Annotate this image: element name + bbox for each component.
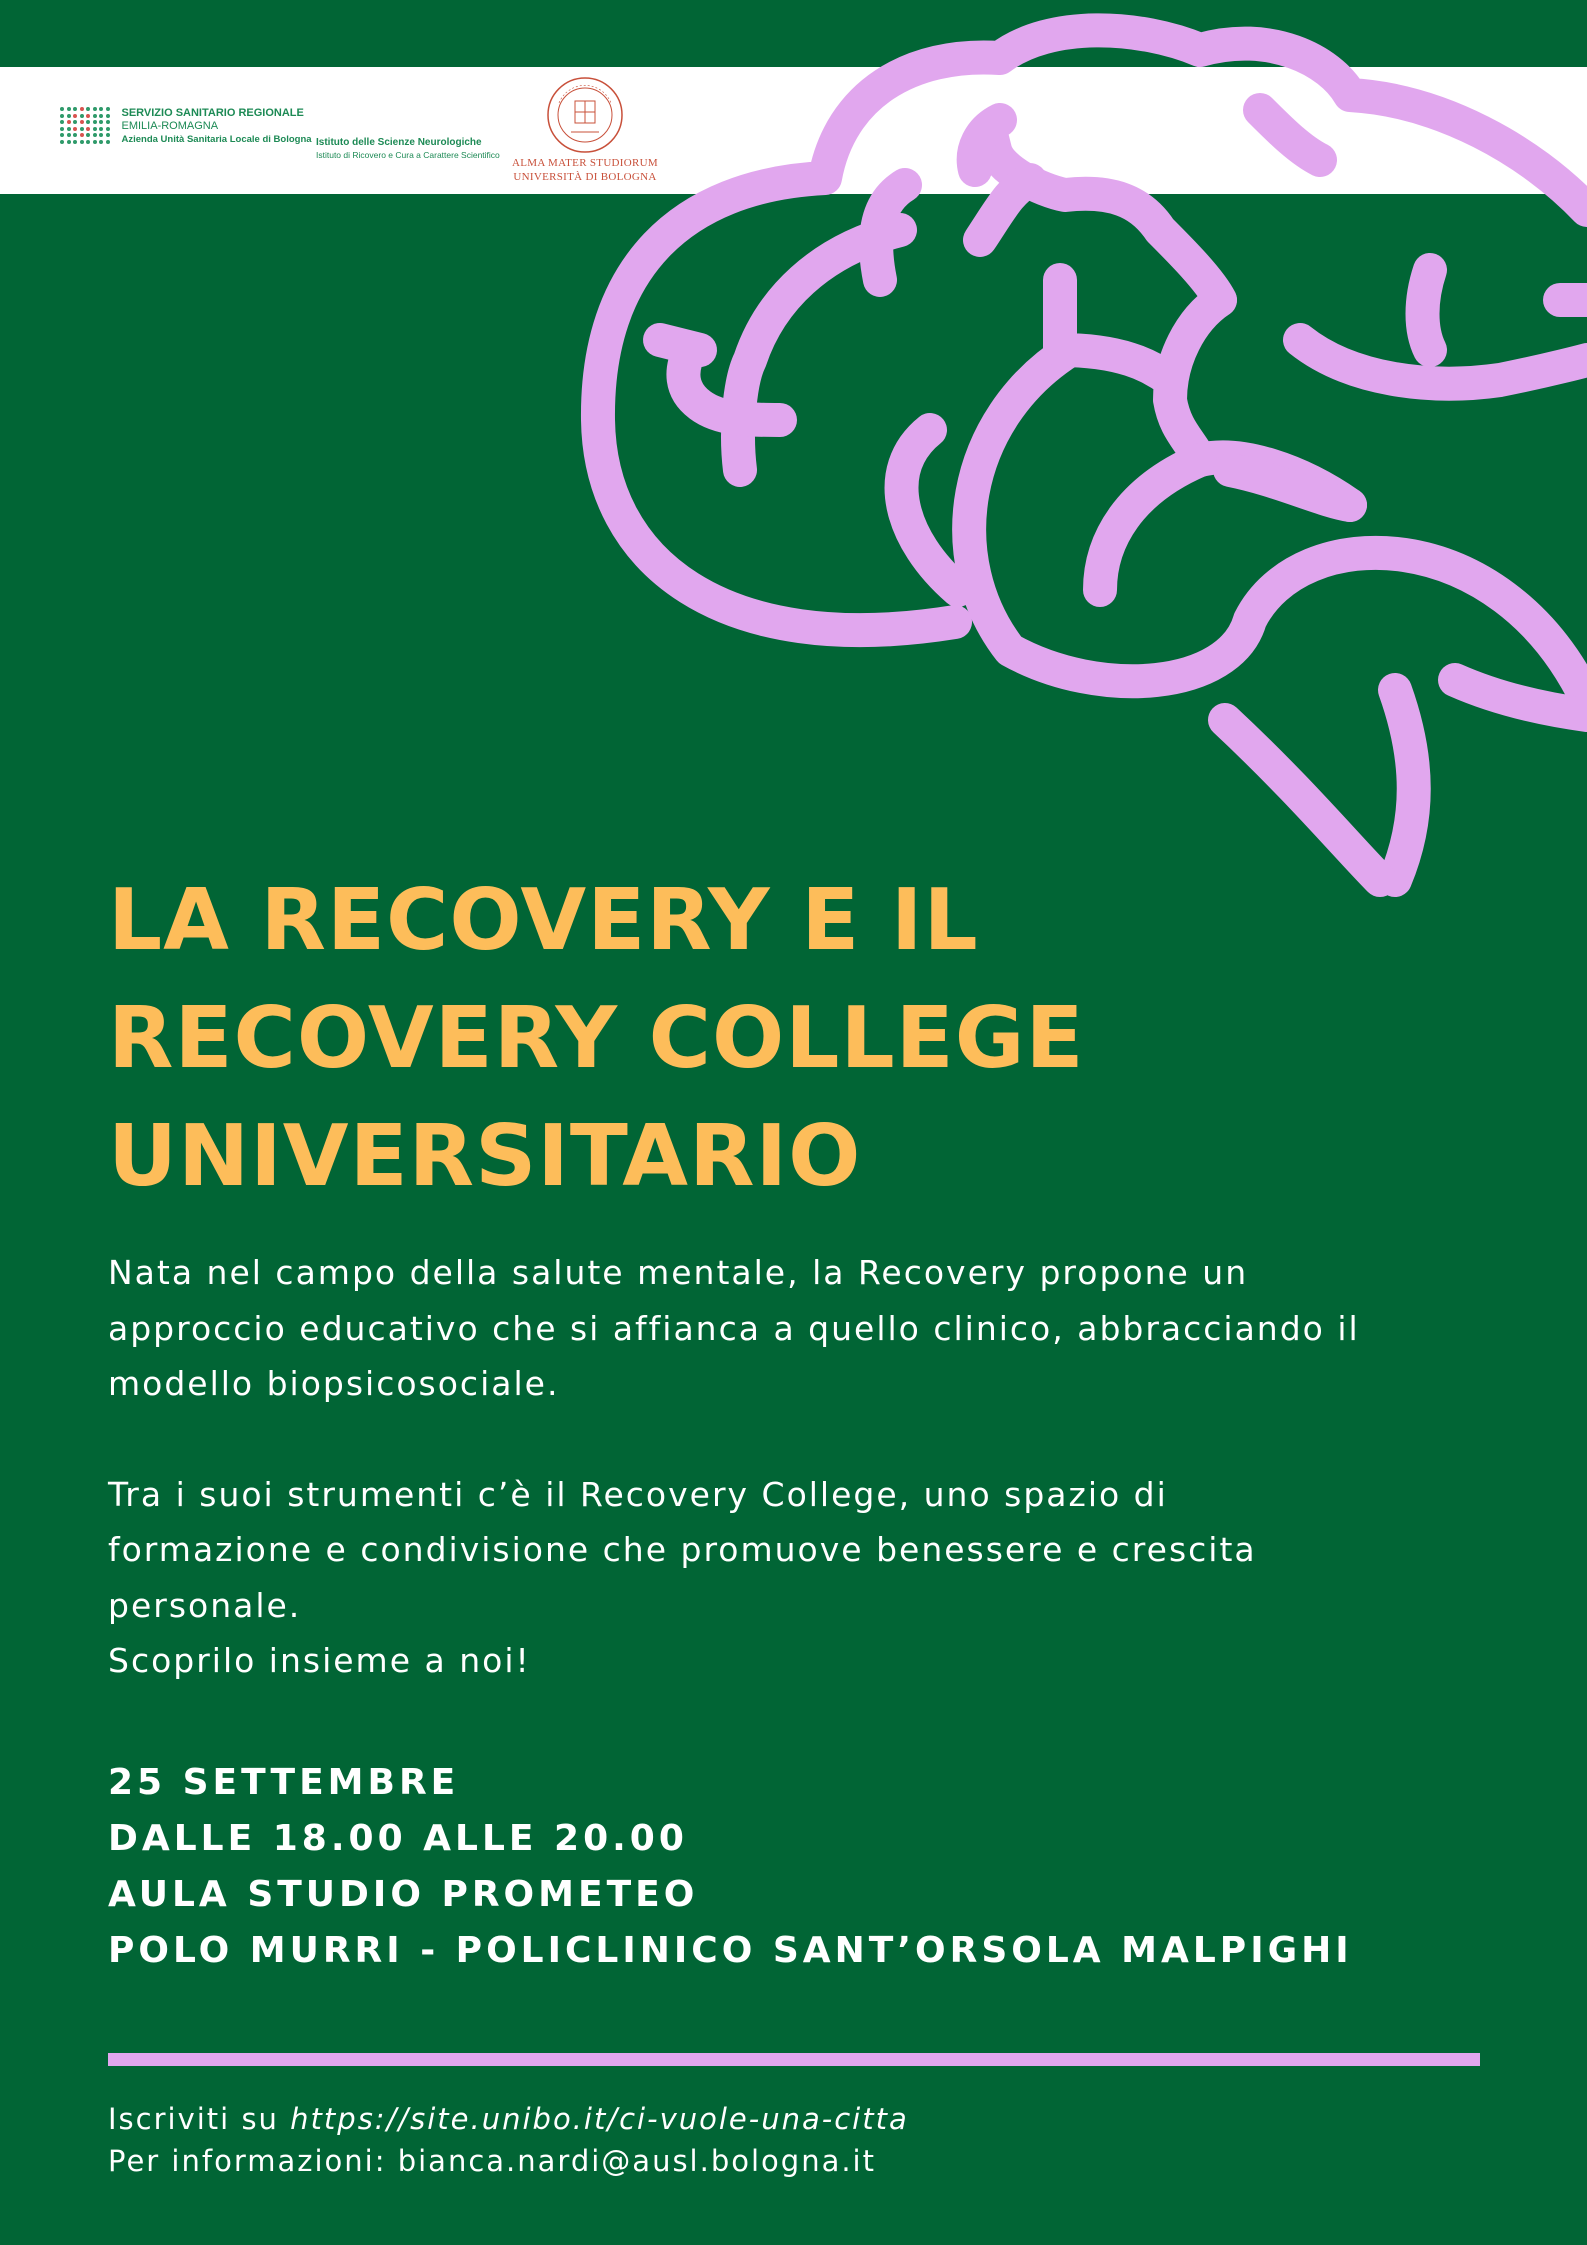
brain-illustration bbox=[0, 0, 1587, 920]
intro-p2-line: formazione e condivisione che promuove benessere e crescita bbox=[108, 1530, 1257, 1569]
event-room: AULA STUDIO PROMETEO bbox=[108, 1874, 699, 1915]
brain-fold-9 bbox=[1170, 300, 1220, 460]
signup-line bbox=[108, 2098, 1528, 2140]
intro-p1-line: Nata nel campo della salute mentale, la Recovery propone un bbox=[108, 1253, 1249, 1292]
unibo-line1: ALMA MATER STUDIORUM bbox=[512, 157, 658, 169]
info-email-link[interactable]: bianca.nardi@ausl.bologna.it bbox=[397, 2144, 876, 2178]
intro-p1-line: approccio educativo che si affianca a quello clinico, abbracciando il bbox=[108, 1308, 1360, 1348]
info-line bbox=[108, 2140, 1528, 2182]
brain-fold-4 bbox=[660, 340, 700, 350]
event-date: 25 SETTEMBRE bbox=[108, 1762, 460, 1803]
brain-fold-11 bbox=[1100, 460, 1200, 590]
brain-fold-17 bbox=[1225, 720, 1380, 880]
title-line-2: RECOVERY COLLEGE bbox=[108, 989, 1085, 1088]
intro-p2-line: Scoprilo insieme a noi! bbox=[108, 1641, 531, 1680]
event-details bbox=[108, 1755, 1528, 1979]
brain-fold-7 bbox=[980, 180, 1030, 240]
signup-prefix: Iscriviti su bbox=[108, 2102, 291, 2136]
brain-fold-20 bbox=[1260, 110, 1320, 160]
intro-p2-line: Tra i suoi strumenti c’è il Recovery College, uno spazio di bbox=[108, 1474, 1168, 1514]
page-title bbox=[108, 862, 1408, 1216]
title-line-1: LA RECOVERY E IL bbox=[108, 871, 979, 970]
brain-fold-1 bbox=[902, 430, 958, 590]
ausl-line2: EMILIA-ROMAGNA bbox=[121, 120, 219, 132]
title-line-3: UNIVERSITARIO bbox=[108, 1107, 862, 1206]
brain-fold-8 bbox=[1060, 280, 1170, 380]
event-time: DALLE 18.00 ALLE 20.00 bbox=[108, 1818, 688, 1859]
ausl-line1: SERVIZIO SANITARIO REGIONALE bbox=[121, 107, 304, 119]
intro-text bbox=[108, 1245, 1508, 1689]
footer bbox=[108, 2098, 1528, 2182]
divider bbox=[108, 2053, 1480, 2066]
unibo-line2: UNIVERSITÀ DI BOLOGNA bbox=[513, 171, 657, 183]
info-prefix: Per informazioni: bbox=[108, 2144, 398, 2178]
brain-fold-14 bbox=[1423, 270, 1431, 350]
event-venue: POLO MURRI - POLICLINICO SANT’ORSOLA MALPIGHI bbox=[108, 1930, 1353, 1971]
brain-fold-6 bbox=[990, 130, 1220, 300]
ausl-line3: Azienda Unità Sanitaria Locale di Bologna bbox=[121, 134, 312, 145]
isnb-line2: Istituto di Ricovero e Cura a Carattere Scientifico bbox=[316, 150, 500, 160]
isnb-line1: Istituto delle Scienze Neurologiche bbox=[316, 137, 482, 148]
brain-outline-lower bbox=[969, 350, 1587, 700]
intro-p2-line: personale. bbox=[108, 1585, 302, 1625]
intro-p1-line: modello biopsicosociale. bbox=[108, 1364, 560, 1403]
brain-fold-16 bbox=[1395, 690, 1414, 880]
signup-link[interactable]: https://site.unibo.it/ci-vuole-una-citta bbox=[290, 2102, 909, 2136]
